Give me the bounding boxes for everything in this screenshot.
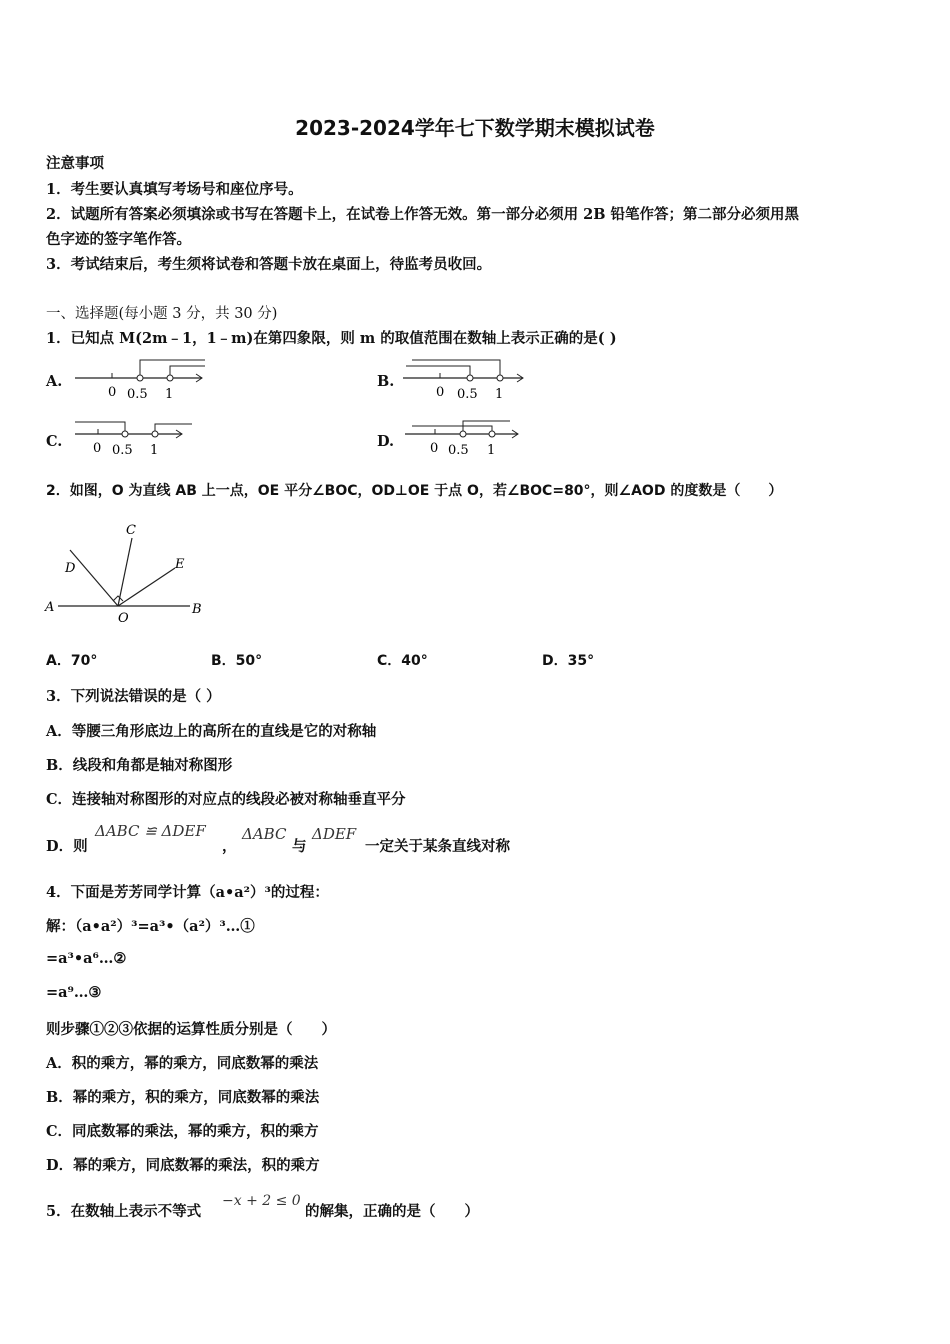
notice-item: 色字迹的签字笔作答。 [46,231,191,248]
q4-option-a: A．积的乘方，幂的乘方，同底数幂的乘法 [46,1055,319,1072]
question-5-inequality: −x + 2 ≤ 0 [222,1193,301,1209]
q1-option-a-label: A. [46,373,63,390]
tick-0: 0 [430,441,439,456]
q3-option-d-suffix: 一定关于某条直线对称 [365,838,510,855]
q3-option-d-math-def: ΔDEF [312,825,357,843]
q3-option-d-prefix: D．则 [46,838,88,855]
q4-option-b: B．幂的乘方，积的乘方，同底数幂的乘法 [46,1089,320,1106]
q4-option-c: C．同底数幂的乘法，幂的乘方，积的乘方 [46,1123,319,1140]
question-5-stem-prefix: 5．在数轴上表示不等式 [46,1203,202,1220]
tick-0.5: 0.5 [112,443,133,458]
q1-option-d-numberline [400,414,530,464]
label-E: E [175,557,185,572]
q3-option-b: B．线段和角都是轴对称图形 [46,757,233,774]
q1-option-c-label: C. [46,433,63,450]
page-title: 2023-2024学年七下数学期末模拟试卷 [295,116,655,140]
q3-option-d-comma: ， [222,838,237,855]
question-2-stem: 2．如图，O 为直线 AB 上一点，OE 平分∠BOC，OD⊥OE 于点 O，若∠BOC=80°，则∠AOD 的度数是（ ） [46,483,783,499]
tick-0.5: 0.5 [127,387,148,402]
label-C: C [126,523,136,538]
label-D: D [65,561,76,576]
q3-option-d-and: 与 [292,838,307,855]
tick-1: 1 [165,387,174,402]
label-B: B [192,602,202,617]
question-4-stem: 4．下面是芳芳同学计算（a•a²）³的过程： [46,884,329,901]
section-heading: 一、选择题(每小题 3 分，共 30 分) [46,306,278,322]
q1-option-b-numberline [398,352,533,407]
q2-angle-figure [40,518,220,628]
notice-heading: 注意事项 [46,155,104,172]
tick-0.5: 0.5 [457,387,478,402]
q2-option-b: B．50° [211,653,263,669]
q1-option-d-label: D. [377,433,395,450]
label-A: A [45,600,55,615]
tick-1: 1 [495,387,504,402]
notice-item: 3．考试结束后，考生须将试卷和答题卡放在桌面上，待监考员收回。 [46,256,492,273]
tick-0: 0 [108,385,117,400]
label-O: O [118,611,129,626]
q3-option-c: C．连接轴对称图形的对应点的线段必被对称轴垂直平分 [46,791,406,808]
tick-1: 1 [150,443,159,458]
q2-option-d: D．35° [542,653,595,669]
q1-option-c-numberline [70,414,200,464]
tick-0: 0 [436,385,445,400]
q2-option-c: C．40° [377,653,428,669]
tick-0.5: 0.5 [448,443,469,458]
q3-option-d-math-congruent: ΔABC ≌ ΔDEF [95,822,206,840]
notice-item: 1．考生要认真填写考场号和座位序号。 [46,181,303,198]
q4-step-2: =a³•a⁶…② [46,950,127,967]
tick-1: 1 [487,443,496,458]
q4-step-3: =a⁹…③ [46,984,102,1001]
question-5-stem-suffix: 的解集，正确的是（ ） [305,1203,479,1220]
q4-step-1: 解：（a•a²）³=a³•（a²）³…① [46,918,255,935]
question-3-stem: 3．下列说法错误的是（ ） [46,688,221,705]
q4-option-d: D．幂的乘方，同底数幂的乘法，积的乘方 [46,1157,320,1174]
notice-item: 2．试题所有答案必须填涂或书写在答题卡上，在试卷上作答无效。第一部分必须用 2B 铅笔作答；第二部分必须用黑 [46,206,800,223]
q2-option-a: A．70° [46,653,98,669]
q4-question: 则步骤①②③依据的运算性质分别是（ ） [46,1021,336,1038]
tick-0: 0 [93,441,102,456]
q1-option-a-numberline [70,352,215,407]
q1-option-b-label: B. [377,373,395,390]
question-1-stem: 1．已知点 M(2m﹣1，1﹣m)在第四象限，则 m 的取值范围在数轴上表示正确的是( ) [46,330,617,347]
q3-option-a: A．等腰三角形底边上的高所在的直线是它的对称轴 [46,723,377,740]
q3-option-d-math-abc: ΔABC [242,825,287,843]
